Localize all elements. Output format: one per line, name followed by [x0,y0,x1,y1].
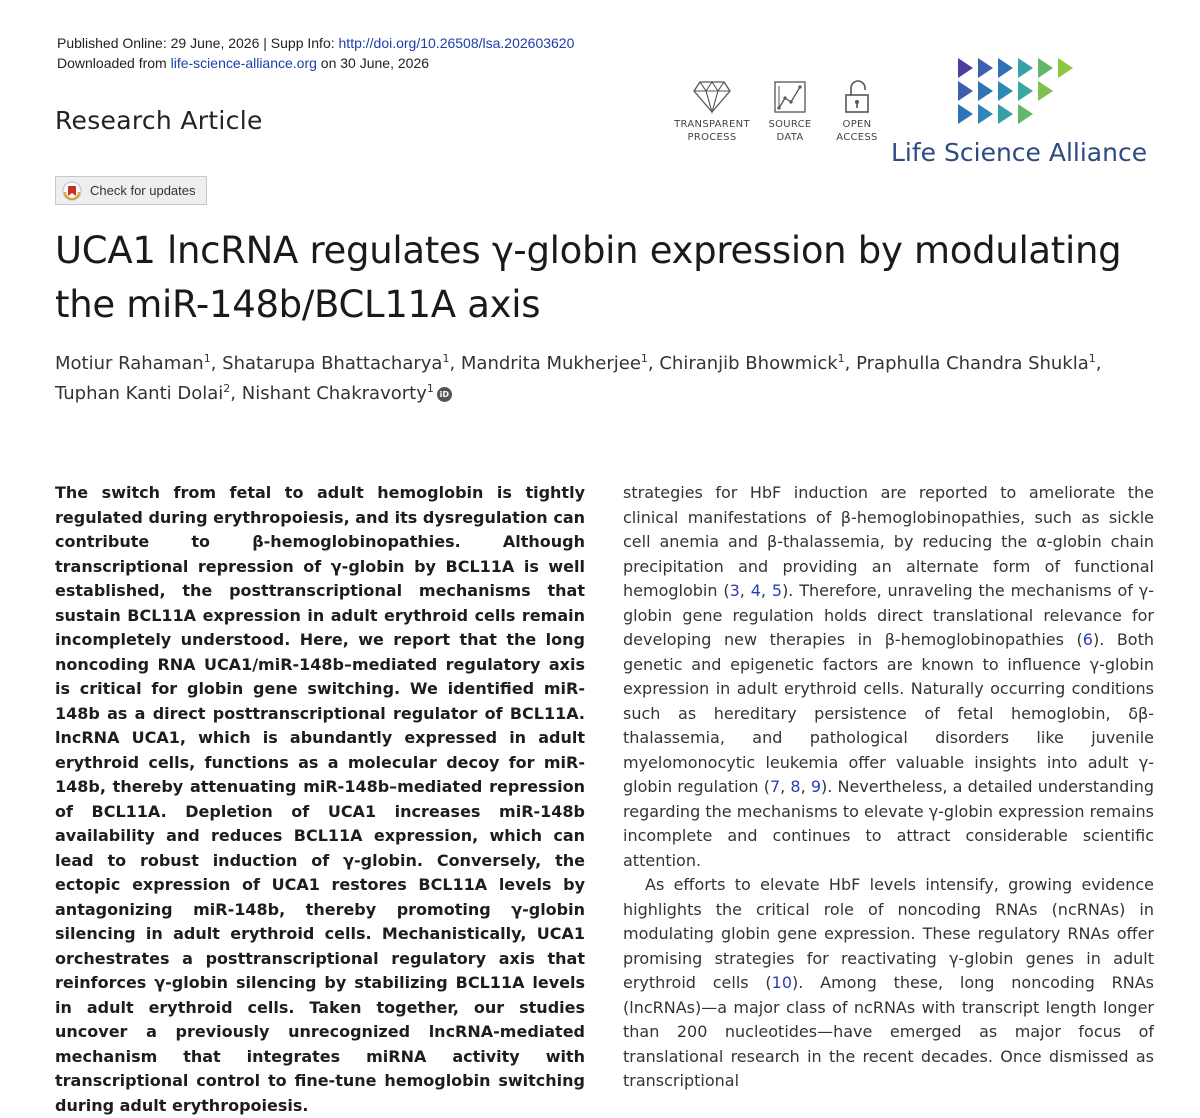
reference-link[interactable]: 6 [1082,630,1093,649]
check-for-updates-button[interactable] [55,176,207,205]
badge-label: OPEN [842,119,872,130]
badge-label: TRANSPARENT [674,119,750,130]
author-list: Motiur Rahaman$^1$, Shatarupa Bhattacharya$^1$, Mandrita Mukherjee$^1$, Chiranjib Bhowmick$^1$, Praphulla Chandra Shukla$^1$, Tuphan Kanti Dolai$^2$, Nishant Chakravorty$^1$ iD [55,352,1102,404]
affiliation-mark: 1 [640,352,648,365]
downloaded-line: Downloaded from life-science-alliance.org on 30 June, 2026 [57,55,430,71]
affiliation-mark: 2 [223,382,231,395]
reference-link[interactable]: 5 [771,581,783,600]
reference-link[interactable]: 7 [769,777,781,796]
published-line: Published Online: 29 June, 2026 | Supp Info: http://doi.org/10.26508/lsa.202603620 [57,35,575,51]
author-name[interactable]: Motiur Rahaman [55,353,204,374]
transparent-process-badge[interactable] [676,80,748,144]
badge-label: DATA [776,132,804,143]
author-name[interactable]: Nishant Chakravorty [241,383,427,404]
author-name[interactable]: Praphulla Chandra Shukla [856,353,1089,374]
badge-label: ACCESS [836,132,878,143]
affiliation-mark: 1 [1088,352,1096,365]
journal-logo-icon [890,55,1160,135]
check-updates-label: Check for updates [90,183,196,198]
article-badges [676,80,882,144]
reference-link[interactable]: 3 [729,581,740,600]
source-data-badge[interactable] [762,80,818,144]
reference-link[interactable]: 10 [771,973,793,992]
body-paragraph: As efforts to elevate HbF levels intensify, growing evidence highlights the critical role of noncoding RNAs (ncRNAs) in modulating globin gene expression. These regulatory RNAs offer promising strategies for reactivating γ-globin genes in adult erythroid cells (10). Among these, long noncoding RNAs (lncRNAs)—a major class of ncRNAs with transcript length longer than 200 nucleotides—have emerged as major focus of translational research in the recent decades. Once dismissed as transcriptional [623,875,1154,1090]
article-title: UCA1 lncRNA regulates γ-globin expression by modulating the miR-148b/BCL11A axis [55,229,1122,326]
journal-name: Life Science Alliance [891,138,1148,167]
author-name[interactable]: Tuphan Kanti Dolai [55,383,224,404]
orcid-icon[interactable]: iD [437,387,452,402]
diamond-icon [692,80,732,114]
reference-link[interactable]: 4 [750,581,761,600]
open-access-badge[interactable] [832,80,882,144]
author-name[interactable]: Shatarupa Bhattacharya [222,353,443,374]
reference-link[interactable]: 9 [810,777,822,796]
reference-link[interactable]: 8 [790,777,801,796]
body-paragraph: strategies for HbF induction are reported to ameliorate the clinical manifestations of β-hemoglobinopathies, such as sickle cell anemia and β-thalassemia, by reducing the α-globin chain precipitation and providing an alternate form of functional hemoglobin (3, 4, 5). Therefore, unraveling the mechanisms of γ-globin gene regulation holds direct translational relevance for developing new therapies in β-hemoglobinopathies (6). Both genetic and epigenetic factors are known to influence γ-globin expression in adult erythroid cells. Naturally occurring conditions such as hereditary persistence of fetal hemoglobin, δβ-thalassemia, and pathological disorders like juvenile myelomonocytic leukemia offer valuable insights into adult γ-globin regulation (7, 8, 9). Nevertheless, a detailed understanding regarding the mechanisms to elevate γ-globin expression remains incomplete and continues to attract considerable scientific attention. [623,483,1155,870]
site-link[interactable]: life-science-alliance.org [170,55,317,71]
publication-info [57,33,574,73]
affiliation-mark: 1 [426,382,434,395]
article-type-label: Research Article [55,106,263,135]
chart-icon [773,80,807,114]
author-name[interactable]: Chiranjib Bhowmick [659,353,838,374]
open-lock-icon [842,80,872,114]
abstract: The switch from fetal to adult hemoglobin is tightly regulated during erythropoiesis, and its dysregulation can contribute to β-hemoglobinopathies. Although transcriptional repression of γ-globin by BCL11A is well established, the posttranscriptional mechanisms that sustain BCL11A expression in adult erythroid cells remain incompletely understood. Here, we report that the long noncoding RNA UCA1/miR-148b–mediated regulatory axis is critical for globin gene switching. We identified miR-148b as a direct posttranscriptional regulator of BCL11A. lncRNA UCA1, which is abundantly expressed in adult erythroid cells, functions as a molecular decoy for miR-148b, thereby attenuating miR-148b–mediated repression of BCL11A. Depletion of UCA1 increases miR-148b availability and reduces BCL11A expression, which can lead to robust induction of γ-globin. Conversely, the ectopic expression of UCA1 restores BCL11A levels by antagonizing miR-148b, thereby promoting γ-globin silencing in adult erythroid cells. Mechanistically, UCA1 orchestrates a posttranscriptional regulatory axis that reinforces γ-globin silencing by stabilizing BCL11A levels in adult erythroid cells. Taken together, our studies uncover a previously unrecognized lncRNA-mediated mechanism that integrates miRNA activity with transcriptional control to fine-tune hemoglobin switching during adult erythropoiesis. [55,483,585,1115]
article-body [623,481,1154,1094]
check-updates-icon [62,181,82,201]
affiliation-mark: 1 [203,352,211,365]
doi-link[interactable]: http://doi.org/10.26508/lsa.202603620 [338,35,575,51]
affiliation-mark: 1 [442,352,450,365]
badge-label: PROCESS [687,132,737,143]
author-name[interactable]: Mandrita Mukherjee [460,353,641,374]
badge-label: SOURCE [768,119,812,130]
affiliation-mark: 1 [837,352,845,365]
